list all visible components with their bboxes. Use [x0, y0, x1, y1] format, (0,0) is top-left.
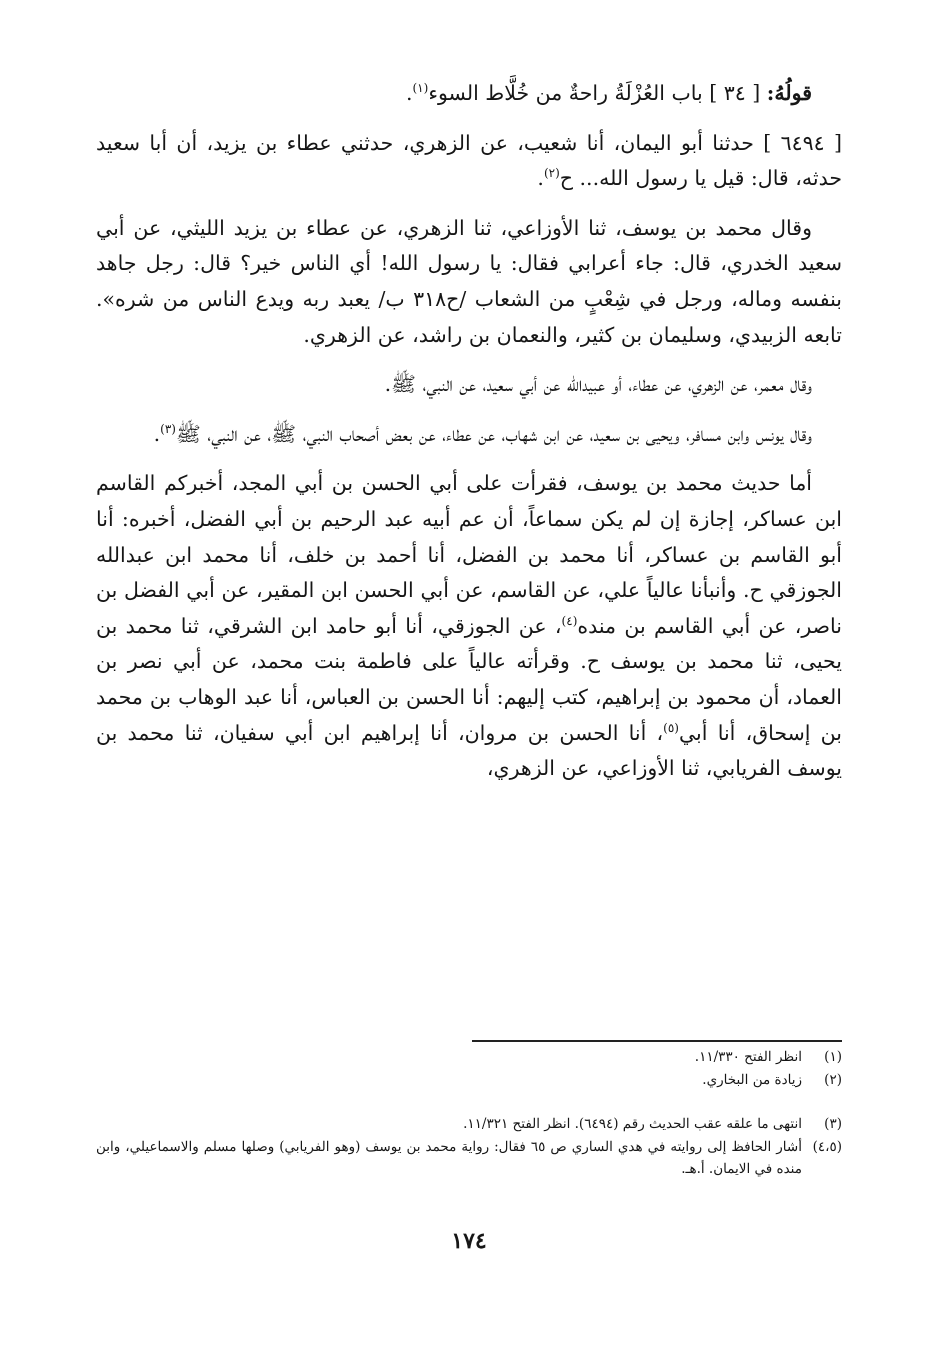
- footnote-divider: [472, 1040, 842, 1042]
- hadith-paragraph-2: [96, 211, 842, 353]
- footnote-ref-2: (٢): [543, 166, 560, 181]
- book-page: [96, 76, 842, 1346]
- footnote-ref-1: (١): [412, 81, 429, 96]
- footnote-text: انتهى ما علقه عقب الحديث رقم (٦٤٩٤). انظر الفتح ١١/٣٢١.: [463, 1116, 802, 1132]
- footnote-ref-4: (٤): [561, 613, 578, 628]
- paragraph-text: [ ٦٤٩٤ ] حدثنا أبو اليمان، أنا شعيب، عن الزهري، حدثني عطاء بن يزيد، أن أبا سعيد حدثه، قال: قيل يا رسول الله... ح: [96, 130, 843, 191]
- page-number: ١٧٤: [451, 1228, 487, 1254]
- footnote-number: (٤،٥): [812, 1138, 842, 1155]
- footnote-ref-3: (٣): [160, 421, 176, 436]
- paragraph-end: .: [153, 421, 161, 446]
- footnote-number: (١): [824, 1049, 842, 1065]
- footnote-1: [96, 1046, 842, 1069]
- footnote-3: [96, 1113, 842, 1136]
- hadith-paragraph-1: [96, 126, 842, 197]
- footnote-number: (٣): [824, 1116, 842, 1132]
- footnote-ref-5: (٥): [663, 720, 679, 735]
- paragraph-text-b: ، عن الجوزقي، أنا أبو حامد ابن الشرقي، ثنا محمد بن يحيى، ثنا محمد بن يوسف ح. وقرأته عالياً على فاطمة بنت محمد، عن أبي نصر بن العماد، أن محمود بن إبراهيم، كتب إليهم: أنا الحسن بن العباس، أنا عبد الوهاب بن محمد بن إسحاق، أنا أبي: [96, 613, 842, 745]
- footnote-4-5: [96, 1136, 842, 1181]
- chapter-end: .: [405, 81, 413, 105]
- hadith-paragraph-3: [96, 367, 842, 403]
- footnote-text: زيادة من البخاري.: [702, 1071, 802, 1088]
- footnote-text: انظر الفتح ١١/٣٣٠.: [694, 1049, 802, 1065]
- paragraph-text: وقال يونس وابن مسافر، ويحيى بن سعيد، عن ابن شهاب، عن عطاء، عن بعض أصحاب النبي، ﷺ، عن النبي، ﷺ: [175, 421, 812, 446]
- chapter-heading: [96, 76, 842, 112]
- paragraph-text: وقال معمر، عن الزهري، عن عطاء، أو عبيدالله عن أبي سعيد، عن النبي، ﷺ.: [384, 372, 812, 397]
- footnote-number: (٢): [824, 1071, 842, 1088]
- footnote-2: [96, 1069, 842, 1092]
- paragraph-end: .: [537, 166, 544, 191]
- hadith-paragraph-5: [96, 466, 842, 786]
- main-text: [96, 76, 842, 787]
- chapter-title: [ ٣٤ ] باب العُزْلَةُ راحةٌ من خُلَّاط السوء: [428, 81, 767, 105]
- footnote-gap: [96, 1091, 842, 1113]
- footnotes: [96, 1046, 842, 1181]
- paragraph-text-c: ، أنا الحسن بن مروان، أنا إبراهيم ابن أبي سفيان، ثنا محمد بن يوسف الفريابي، ثنا الأوزاعي، عن الزهري،: [96, 720, 842, 781]
- hadith-paragraph-4: [96, 417, 842, 453]
- paragraph-text: وقال محمد بن يوسف، ثنا الأوزاعي، ثنا الزهري، عن عطاء بن يزيد الليثي، عن أبي سعيد الخدري، قال: جاء أعرابي فقال: يا رسول الله! أي الناس خير؟ قال: رجل جاهد بنفسه وماله، ورجل في شِعْبٍ من الشعاب /ح٣١٨ ب/ يعبد ربه ويدع الناس من شره». تابعه الزبيدي، وسليمان بن كثير، والنعمان بن راشد، عن الزهري.: [96, 215, 843, 347]
- footnote-text: أشار الحافظ إلى روايته في هدي الساري ص ٦٥ فقال: رواية محمد بن يوسف (وهو الفريابي) وصلها مسلم والاسماعيلي، وابن منده في الايمان. أ.هـ.: [96, 1138, 802, 1177]
- chapter-lead: قولُهُ:: [766, 81, 812, 105]
- paragraph-text-a: أما حديث محمد بن يوسف، فقرأت على أبي الحسن بن أبي المجد، أخبركم القاسم ابن عساكر، إجازة إن لم يكن سماعاً، أن عم أبيه عبد الرحيم بن أبي الفضل، أخبره: أنا أبو القاسم بن عساكر، أنا محمد بن الفضل، أنا أحمد بن خلف، أنا محمد ابن عبدالله الجوزقي ح. وأنبأنا عالياً علي، عن القاسم، عن أبي الحسن ابن المقير، عن أبي الفضل بن ناصر، عن أبي القاسم بن منده: [96, 471, 842, 638]
